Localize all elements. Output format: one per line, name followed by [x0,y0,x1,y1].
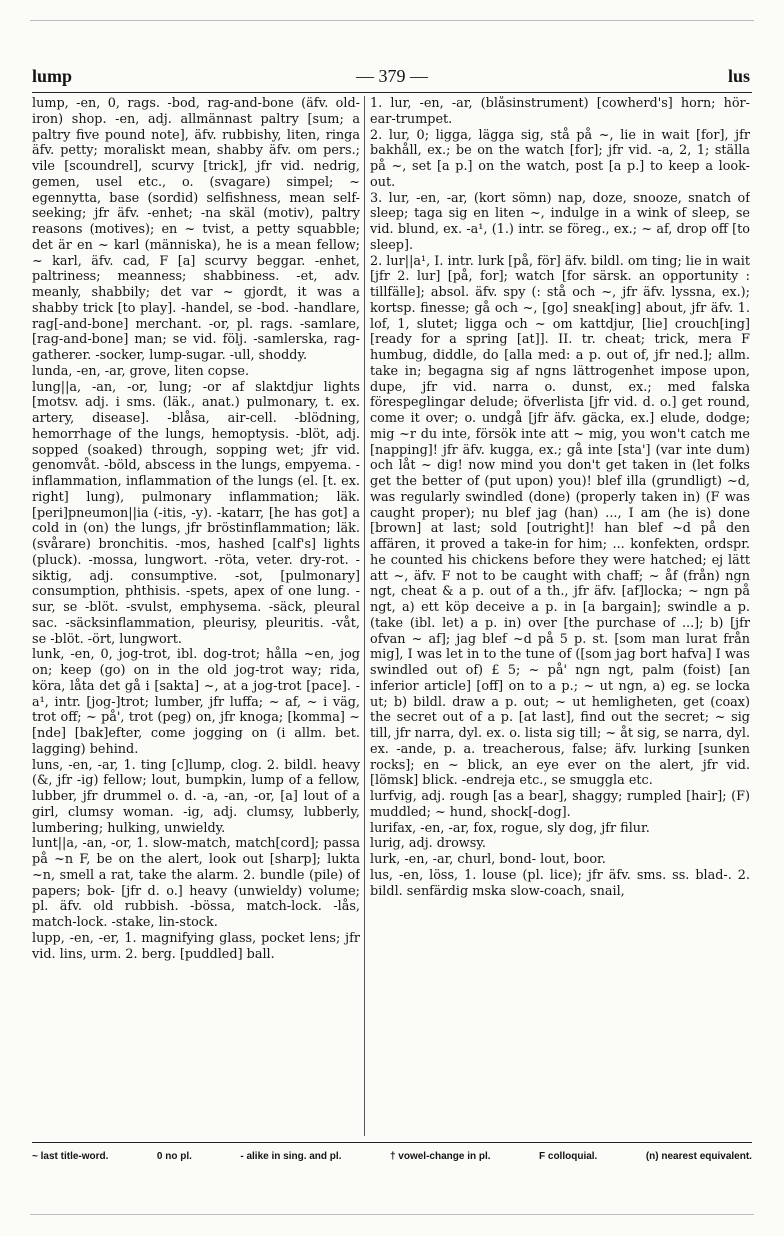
top-scan-line [30,20,754,21]
entry-2-lura: 2. lur||a¹, I. intr. lurk [på, för] äfv. bildl. om ting; lie in wait [jfr 2. lur] [på, for]; watch [for särsk. an opportunity : tillfälle]; absol. äfv. spy (: stå och ~, jfr äfv. lyssna, ex.); kortsp. finesse; gå och ~, [go] sneak[ing] about, jfr äfv. 1. lof, 1, slutet; ligga och ~ om kattdjur, [lie] crouch[ing] [ready for a spring [at]]. II. tr. cheat; trick, mera F humbug, diddle, do [alla med: a p. out of, jfr ned.]; allm. take in; begagna sig af ngns lättrogenhet impose upon, dupe, jfr vid. narra o. dunst, ex.; med falska förespeglingar delude; öfverlista [jfr vid. d. o.] get round, come it over; o. undgå [jfr äfv. gäcka, ex.] elude, dodge; mig ~r du inte, försök inte att ~ mig, you won't catch me [napping]! jfr äfv. kugga, ex.; gå inte [sta'] (var inte dum) och låt ~ dig! now mind you don't get taken in (let folks get the better of (put upon) you)! blef illa (grundligt) ~d, was regularly swindled (done) (properly taken in) (F was caught proper); nu blef jag (han) ..., I am (he is) done [brown] at last; sold [outright]! han blef ~d på den affären, it proved a take-in for him; ... konfekten, ordspr. he counted his chickens before they were hatched; ej lätt att ~, äfv. F not to be caught with chaff; ~ åf (från) ngn ngt, cheat & a p. out of a th., jfr äfv. [af]locka; ~ ngn på ngt, a) ett köp deceive a p. in [a bargain]; swindle a p. (take (ibl. let) a p. in) over [the purchase of ...]; b) [jfr ofvan ~ af]; jag blef ~d på 5 p. st. [som man lurat från mig], I was let in to the tune of ([som jag bort hafva] I was swindled out of) £ 5; ~ på' ngn ngt, palm (foist) [an inferior article] [off] on to a p.; ~ ut ngn, a) eg. se locka ut; b) bildl. draw a p. out; ~ ut hemligheten, get (coax) the secret out of a p. [at last], find out the secret; ~ sig till, jfr narra, dyl. ex. o. lista sig till; ~ åt sig, se narra, dyl. ex. -ande, p. a. treacherous, false; äfv. lurking [sunken rocks]; en ~ blick, an eye ever on the alert, jfr vid. [lömsk] blick. -endreja etc., se smuggla etc. [370,253,750,789]
legend-vowel-change: † vowel-change in pl. [389,1151,491,1162]
entry-lunta: lunt||a, -an, -or, 1. slow-match, match[cord]; passa på ~n F, be on the alert, look out [sharp]; lukta ~n, smell a rat, take the alarm. 2. bundle (pile) of papers; bok- [jfr d. o.] heavy (unwieldy) volume; pl. äfv. old rubbish. -bössa, match-lock. -lås, match-lock. -stake, lin-stock. [32,836,360,930]
running-head-left: lump [32,66,73,86]
legend-colloquial: F colloquial. [539,1151,598,1162]
entry-lunda: lunda, -en, -ar, grove, liten copse. [32,363,250,379]
header-rule [32,92,752,93]
entry-lurfvig: lurfvig, adj. rough [as a bear], shaggy; rumpled [hair]; (F) muddled; ~ hund, shock[-dog]. [370,789,750,820]
page-number: — 379 — [356,66,428,86]
column-divider [364,96,365,1136]
footer-rule [32,1142,752,1143]
entry-lupp: lupp, -en, -er, 1. magnifying glass, pocket lens; jfr vid. lins, urm. 2. berg. [puddled] ball. [32,930,360,962]
entry-lurig: lurig, adj. drowsy. [370,836,486,852]
entry-lurk: lurk, -en, -ar, churl, bond- lout, boor. [370,852,606,867]
legend-nearest-equivalent: (n) nearest equivalent. [645,1151,752,1162]
entry-1-lur: 1. lur, -en, -ar, (blåsinstrument) [cowherd's] horn; hör- ear-trumpet. [370,96,750,127]
legend-no-plural: 0 no pl. [156,1151,192,1162]
entry-luns: luns, -en, -ar, 1. ting [c]lump, clog. 2. bildl. heavy (&, jfr -ig) fellow; lout, bumpkin, lump of a fellow, lubber, jfr drummel o. d. -a, -an, -or, [a] lout of a girl, clumsy woman. -ig, adj. clumsy, lubberly, lumbering; hulking, unwieldy. [32,757,360,836]
left-column [32,96,360,1136]
entry-3-lur: 3. lur, -en, -ar, (kort sömn) nap, doze, snooze, snatch of sleep; taga sig en liten ~, indulge in a wink of sleep, se vid. blund, ex. -a¹, (1.) intr. se föreg., ex.; ~ af, drop off [to sleep]. [370,190,750,253]
running-head-right: lus [727,66,750,86]
legend-alike: - alike in sing. and pl. [240,1151,342,1162]
entry-lump: lump, -en, 0, rags. -bod, rag-and-bone (äfv. old-iron) shop. -en, adj. allmännast paltry [sum; a paltry five pound note], äfv. rubbishy, liten, ringa äfv. petty; moraliskt mean, shabby äfv. om pers.; vile [scoundrel], scurvy [trick], jfr vid. nedrig, gemen, usel etc., o. (svagare) simpel; ~ egennytta, base (sordid) selfishness, mean self-seeking; jfr äfv. -enhet; -na skäl (motiv), paltry reasons (motives); en ~ tvist, a petty squabble; det är en ~ karl (människa), he is a mean fellow; ~ karl, äfv. cad, F [a] scurvy beggar. -enhet, paltriness; meanness; shabbiness. -et, adv. meanly, shabbily; det var ~ gjordt, it was a shabby trick [to play]. -handel, se -bod. -handlare, rag[-and-bone] merchant. -or, pl. rags. -samlare, [rag-and-bone] man; se vid. följ. -samlerska, rag-gatherer. -socker, lump-sugar. -ull, shoddy. [32,96,360,363]
entry-2-lur: 2. lur, 0; ligga, lägga sig, stå på ~, lie in wait [for], jfr bakhåll, ex.; be on the watch [for]; jfr vid. -a, 2, 1; ställa på ~, set [a p.] on the watch, post [a p.] to keep a look-out. [370,127,750,190]
entry-lus: lus, -en, löss, 1. louse (pl. lice); jfr äfv. sms. ss. blad-. 2. bildl. senfärdig mska slow-coach, snail, [370,867,750,899]
entry-lunga: lung||a, -an, -or, lung; -or af slaktdjur lights [motsv. adj. i sms. (läk., anat.) pulmonary, t. ex. artery, disease]. -blåsa, air-cell. -blödning, hemorrhage of the lungs, hemoptysis. -blöt, adj. sopped (soaked) through, sopping wet; jfr vid. genomvåt. -böld, abscess in the lungs, empyema. -inflammation, inflammation of the lungs (el. [t. ex. right] lung), pulmonary inflammation; läk. [peri]pneumon||ia (-itis, -y). -katarr, [he has got] a cold in (on) the lungs, jfr bröstinflammation; läk. (svårare) bronchitis. -mos, hashed [calf's] lights (pluck). -mossa, lungwort. -röta, veter. dry-rot. -siktig, adj. consumptive. -sot, [pulmonary] consumption, phthisis. -spets, apex of one lung. -sur, se -blöt. -svulst, emphysema. -säck, pleural sac. -säcksinflammation, pleurisy, pleuritis. -våt, se -blöt. -ört, lungwort. [32,379,360,647]
legend-title-word: ~ last title-word. [32,1151,109,1162]
right-column [370,96,750,1136]
entry-lurifax: lurifax, -en, -ar, fox, rogue, sly dog, jfr filur. [370,820,650,836]
abbreviation-legend [32,1151,752,1162]
bottom-scan-line [30,1214,754,1215]
entry-lunk: lunk, -en, 0, jog-trot, ibl. dog-trot; hålla ~en, jog on; keep (go) on in the old jog-trot way; rida, köra, låta det gå i [sakta] ~, at a jog-trot [pace]. -a¹, intr. [jog-]trot; lumber, jfr luffa; ~ af, ~ i väg, trot off; ~ på', trot (peg) on, jfr knoga; [komma] ~[nde] [bak]efter, come jogging on (i allm. bet. lagging) behind. [32,647,360,757]
